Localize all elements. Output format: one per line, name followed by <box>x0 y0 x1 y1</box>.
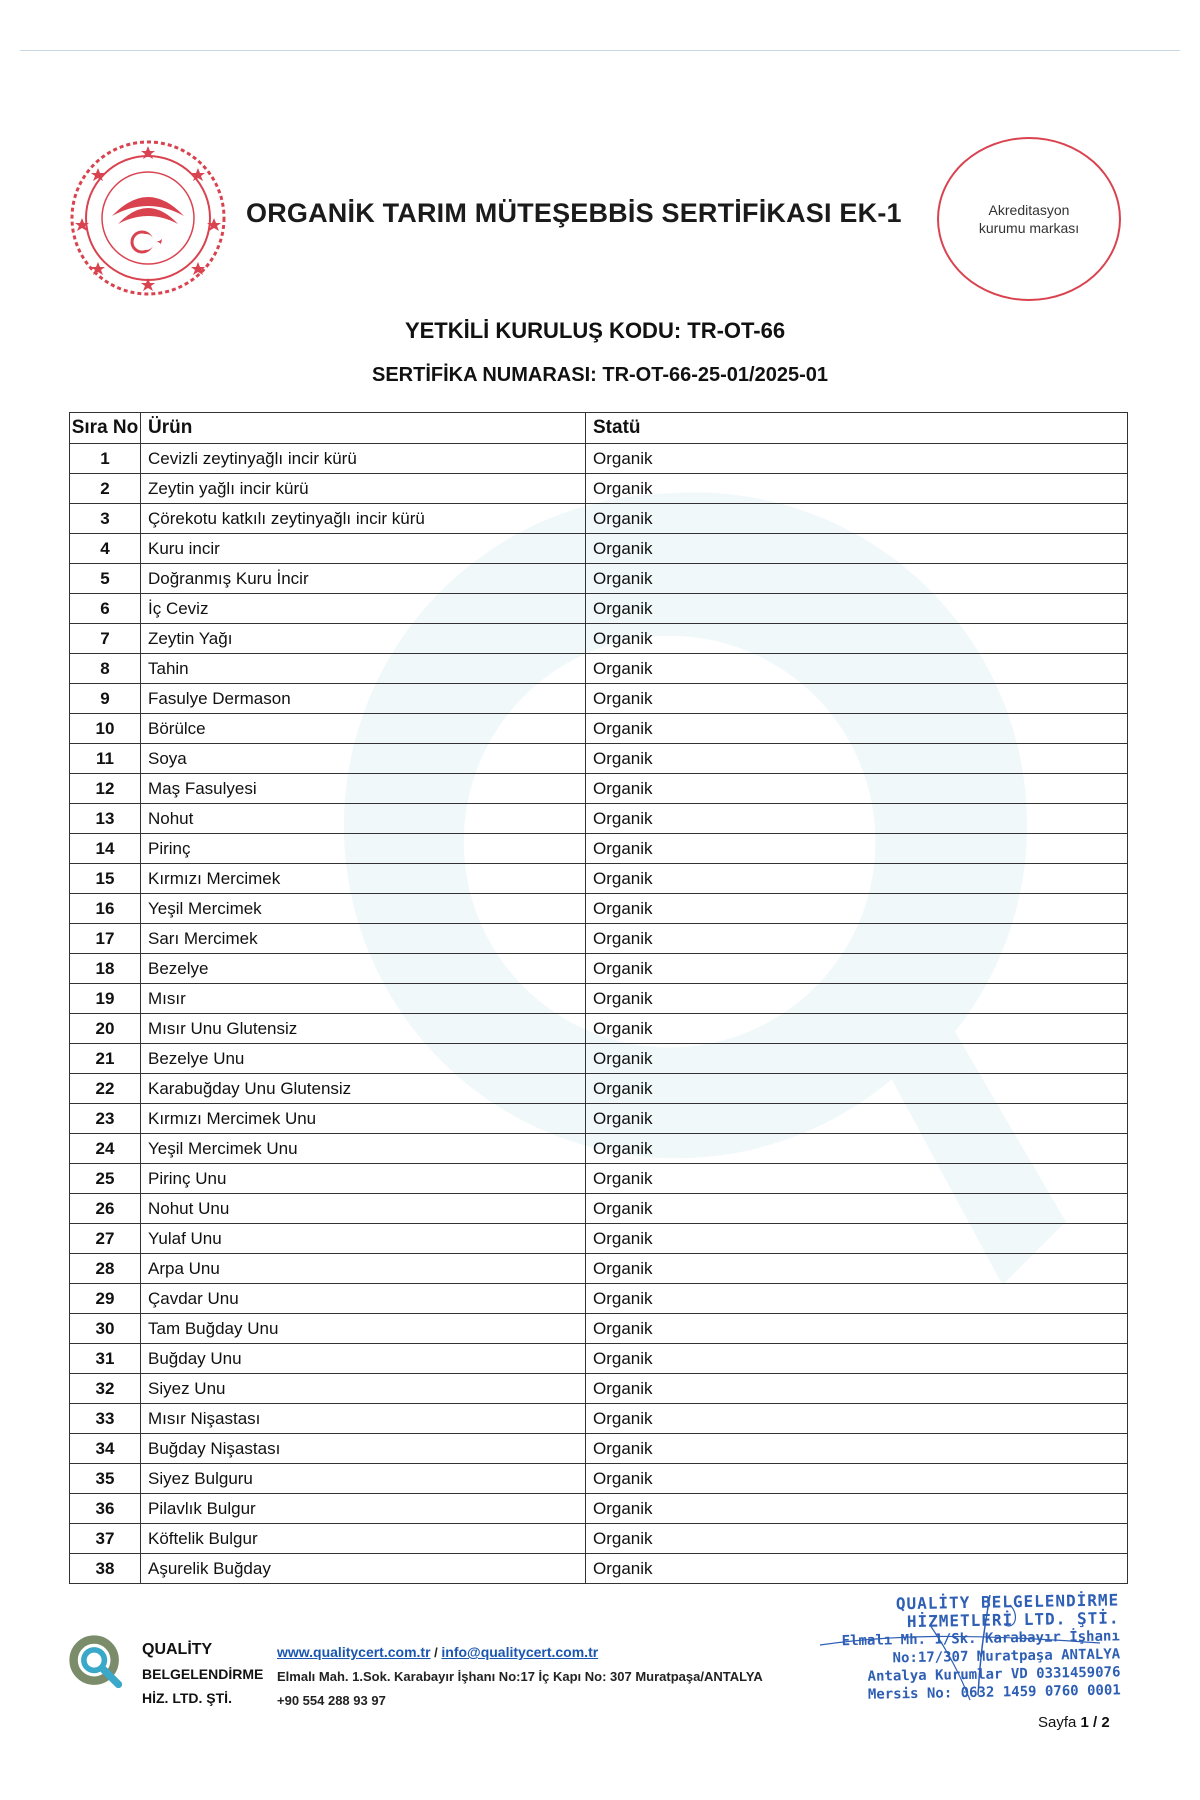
footer-contact <box>277 1640 763 1713</box>
column-header-no: Sıra No <box>70 413 141 444</box>
row-number: 1 <box>70 444 141 474</box>
product-name: Mısır Nişastası <box>141 1404 586 1434</box>
top-rule <box>20 50 1180 51</box>
table-row <box>70 504 1128 534</box>
table-row <box>70 954 1128 984</box>
stamp-line2: HİZMETLERİ LTD. ŞTİ. <box>906 1608 1120 1632</box>
website-link[interactable]: www.qualitycert.com.tr <box>277 1644 431 1660</box>
product-name: Siyez Unu <box>141 1374 586 1404</box>
product-status: Organik <box>586 1284 1128 1314</box>
row-number: 17 <box>70 924 141 954</box>
row-number: 36 <box>70 1494 141 1524</box>
row-number: 37 <box>70 1524 141 1554</box>
table-row <box>70 654 1128 684</box>
product-status: Organik <box>586 1014 1128 1044</box>
product-name: Kuru incir <box>141 534 586 564</box>
table-row <box>70 1014 1128 1044</box>
product-status: Organik <box>586 1464 1128 1494</box>
signature-icon <box>810 1585 1110 1705</box>
row-number: 21 <box>70 1044 141 1074</box>
certificate-number: SERTİFİKA NUMARASI: TR-OT-66-25-01/2025-01 <box>371 364 829 386</box>
product-status: Organik <box>586 924 1128 954</box>
product-table <box>69 412 1128 1584</box>
table-row <box>70 774 1128 804</box>
table-row <box>70 984 1128 1014</box>
ministry-seal-icon <box>68 138 228 298</box>
product-status: Organik <box>586 1524 1128 1554</box>
product-status: Organik <box>586 504 1128 534</box>
product-name: Bezelye <box>141 954 586 984</box>
page-number: 1 / 2 <box>1080 1714 1110 1731</box>
table-row <box>70 594 1128 624</box>
product-status: Organik <box>586 834 1128 864</box>
product-status: Organik <box>586 1314 1128 1344</box>
link-separator: / <box>434 1645 438 1660</box>
footer-brand <box>142 1638 263 1710</box>
row-number: 16 <box>70 894 141 924</box>
table-row <box>70 1404 1128 1434</box>
brand-line3: HİZ. LTD. ŞTİ. <box>142 1690 232 1706</box>
row-number: 11 <box>70 744 141 774</box>
table-row <box>70 1164 1128 1194</box>
stamp-line5: Antalya Kurumlar VD 0331459076 <box>867 1664 1121 1685</box>
product-name: Zeytin yağlı incir kürü <box>141 474 586 504</box>
product-status: Organik <box>586 1194 1128 1224</box>
table-row <box>70 444 1128 474</box>
stamp-line3: Elmalı Mh. 1/Sk. Karabayır İşhanı <box>841 1628 1120 1650</box>
product-status: Organik <box>586 864 1128 894</box>
product-name: Yeşil Mercimek Unu <box>141 1134 586 1164</box>
product-status: Organik <box>586 1164 1128 1194</box>
brand-line2: BELGELENDİRME <box>142 1666 264 1682</box>
row-number: 26 <box>70 1194 141 1224</box>
product-status: Organik <box>586 774 1128 804</box>
product-status: Organik <box>586 1044 1128 1074</box>
phone-text: +90 554 288 93 97 <box>277 1693 386 1708</box>
product-name: Doğranmış Kuru İncir <box>141 564 586 594</box>
product-name: Siyez Bulguru <box>141 1464 586 1494</box>
row-number: 32 <box>70 1374 141 1404</box>
table-row <box>70 714 1128 744</box>
stamp-line1: QUALİTY BELGELENDİRME <box>895 1590 1120 1614</box>
product-status: Organik <box>586 1134 1128 1164</box>
product-name: Karabuğday Unu Glutensiz <box>141 1074 586 1104</box>
table-row <box>70 1284 1128 1314</box>
table-row <box>70 1464 1128 1494</box>
row-number: 35 <box>70 1464 141 1494</box>
product-status: Organik <box>586 624 1128 654</box>
table-row <box>70 1044 1128 1074</box>
product-name: Cevizli zeytinyağlı incir kürü <box>141 444 586 474</box>
table-row <box>70 804 1128 834</box>
table-row <box>70 1254 1128 1284</box>
product-status: Organik <box>586 1224 1128 1254</box>
product-status: Organik <box>586 474 1128 504</box>
row-number: 3 <box>70 504 141 534</box>
row-number: 31 <box>70 1344 141 1374</box>
product-status: Organik <box>586 1554 1128 1584</box>
product-status: Organik <box>586 654 1128 684</box>
row-number: 19 <box>70 984 141 1014</box>
product-name: Buğday Unu <box>141 1344 586 1374</box>
stamp-line6: Mersis No: 0632 1459 0760 0001 <box>867 1682 1121 1703</box>
table-row <box>70 864 1128 894</box>
table-row <box>70 1314 1128 1344</box>
product-name: İç Ceviz <box>141 594 586 624</box>
table-row <box>70 1104 1128 1134</box>
authority-code: YETKİLİ KURULUŞ KODU: TR-OT-66 <box>404 318 786 343</box>
product-name: Fasulye Dermason <box>141 684 586 714</box>
row-number: 14 <box>70 834 141 864</box>
product-name: Köftelik Bulgur <box>141 1524 586 1554</box>
row-number: 5 <box>70 564 141 594</box>
brand-line1: QUALİTY <box>142 1641 213 1658</box>
product-name: Çavdar Unu <box>141 1284 586 1314</box>
product-name: Zeytin Yağı <box>141 624 586 654</box>
email-link[interactable]: info@qualitycert.com.tr <box>441 1644 599 1660</box>
row-number: 8 <box>70 654 141 684</box>
table-row <box>70 1554 1128 1584</box>
table-row <box>70 1194 1128 1224</box>
table-row <box>70 624 1128 654</box>
product-status: Organik <box>586 804 1128 834</box>
product-status: Organik <box>586 1344 1128 1374</box>
product-status: Organik <box>586 1104 1128 1134</box>
row-number: 27 <box>70 1224 141 1254</box>
row-number: 29 <box>70 1284 141 1314</box>
product-name: Soya <box>141 744 586 774</box>
row-number: 15 <box>70 864 141 894</box>
address-text: Elmalı Mah. 1.Sok. Karabayır İşhanı No:17 İç Kapı No: 307 Muratpaşa/ANTALYA <box>277 1669 763 1684</box>
product-name: Pilavlık Bulgur <box>141 1494 586 1524</box>
product-status: Organik <box>586 1494 1128 1524</box>
product-status: Organik <box>586 1404 1128 1434</box>
row-number: 9 <box>70 684 141 714</box>
row-number: 7 <box>70 624 141 654</box>
table-row <box>70 1344 1128 1374</box>
row-number: 33 <box>70 1404 141 1434</box>
row-number: 24 <box>70 1134 141 1164</box>
product-name: Yeşil Mercimek <box>141 894 586 924</box>
row-number: 6 <box>70 594 141 624</box>
stamp-line4: No:17/307 Muratpaşa ANTALYA <box>892 1646 1121 1667</box>
product-status: Organik <box>586 444 1128 474</box>
column-header-product: Ürün <box>141 413 586 444</box>
column-header-status: Statü <box>586 413 1128 444</box>
row-number: 4 <box>70 534 141 564</box>
product-name: Arpa Unu <box>141 1254 586 1284</box>
product-name: Tam Buğday Unu <box>141 1314 586 1344</box>
product-status: Organik <box>586 894 1128 924</box>
product-name: Sarı Mercimek <box>141 924 586 954</box>
page-indicator <box>1038 1714 1110 1731</box>
table-row <box>70 1134 1128 1164</box>
product-name: Kırmızı Mercimek <box>141 864 586 894</box>
row-number: 30 <box>70 1314 141 1344</box>
product-status: Organik <box>586 564 1128 594</box>
quality-logo-icon <box>68 1634 124 1690</box>
table-row <box>70 834 1128 864</box>
table-row <box>70 684 1128 714</box>
table-row <box>70 1434 1128 1464</box>
product-name: Aşurelik Buğday <box>141 1554 586 1584</box>
row-number: 12 <box>70 774 141 804</box>
table-row <box>70 564 1128 594</box>
row-number: 13 <box>70 804 141 834</box>
table-row <box>70 1074 1128 1104</box>
table-row <box>70 1224 1128 1254</box>
row-number: 28 <box>70 1254 141 1284</box>
table-header-row <box>70 413 1128 444</box>
product-status: Organik <box>586 954 1128 984</box>
table-row <box>70 1494 1128 1524</box>
product-name: Buğday Nişastası <box>141 1434 586 1464</box>
product-status: Organik <box>586 1374 1128 1404</box>
product-name: Kırmızı Mercimek Unu <box>141 1104 586 1134</box>
product-name: Yulaf Unu <box>141 1224 586 1254</box>
product-name: Nohut Unu <box>141 1194 586 1224</box>
product-name: Çörekotu katkılı zeytinyağlı incir kürü <box>141 504 586 534</box>
product-status: Organik <box>586 1074 1128 1104</box>
table-row <box>70 894 1128 924</box>
product-status: Organik <box>586 594 1128 624</box>
product-status: Organik <box>586 744 1128 774</box>
product-status: Organik <box>586 684 1128 714</box>
product-name: Mısır Unu Glutensiz <box>141 1014 586 1044</box>
table-row <box>70 1524 1128 1554</box>
table-row <box>70 744 1128 774</box>
product-status: Organik <box>586 534 1128 564</box>
row-number: 22 <box>70 1074 141 1104</box>
product-name: Tahin <box>141 654 586 684</box>
product-name: Börülce <box>141 714 586 744</box>
table-row <box>70 534 1128 564</box>
document-title: ORGANİK TARIM MÜTEŞEBBİS SERTİFİKASI EK-1 <box>246 198 902 228</box>
row-number: 20 <box>70 1014 141 1044</box>
product-name: Pirinç Unu <box>141 1164 586 1194</box>
product-name: Nohut <box>141 804 586 834</box>
table-row <box>70 924 1128 954</box>
row-number: 34 <box>70 1434 141 1464</box>
row-number: 18 <box>70 954 141 984</box>
product-status: Organik <box>586 1434 1128 1464</box>
row-number: 10 <box>70 714 141 744</box>
product-status: Organik <box>586 984 1128 1014</box>
row-number: 25 <box>70 1164 141 1194</box>
accreditation-mark <box>937 137 1121 301</box>
product-name: Pirinç <box>141 834 586 864</box>
table-row <box>70 1374 1128 1404</box>
row-number: 38 <box>70 1554 141 1584</box>
row-number: 2 <box>70 474 141 504</box>
table-row <box>70 474 1128 504</box>
page-label: Sayfa <box>1038 1714 1077 1731</box>
product-name: Mısır <box>141 984 586 1014</box>
product-status: Organik <box>586 1254 1128 1284</box>
product-name: Maş Fasulyesi <box>141 774 586 804</box>
product-status: Organik <box>586 714 1128 744</box>
row-number: 23 <box>70 1104 141 1134</box>
product-name: Bezelye Unu <box>141 1044 586 1074</box>
accreditation-text: Akreditasyon kurumu markası <box>978 202 1080 236</box>
